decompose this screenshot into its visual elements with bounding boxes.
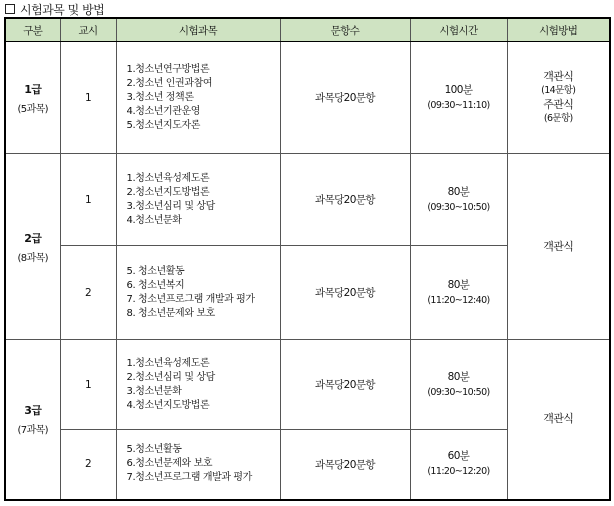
period-cell: 1 — [60, 42, 116, 154]
period-cell: 2 — [60, 430, 116, 500]
grade-cell — [5, 42, 60, 154]
header-questions: 문항수 — [280, 18, 410, 42]
period-cell: 1 — [60, 154, 116, 246]
header-period: 교시 — [60, 18, 116, 42]
table-row — [5, 42, 610, 154]
grade-cell — [5, 340, 60, 500]
subject-item: 4.청소년문화 — [126, 214, 182, 226]
questions-cell: 과목당20문항 — [280, 42, 410, 154]
subject-item: 5.청소년활동 — [126, 444, 182, 456]
subject-item: 1.청소년육성제도론 — [126, 172, 210, 184]
period-cell: 1 — [60, 340, 116, 430]
time-range: (09:30~10:50) — [427, 386, 490, 398]
time-duration: 60분 — [447, 450, 470, 463]
header-time: 시험시간 — [410, 18, 507, 42]
table-row — [5, 340, 610, 430]
time-range: (09:30~11:10) — [427, 99, 490, 111]
subject-item: 4.청소년지도방법론 — [126, 399, 210, 411]
method-line: 주관식 — [543, 97, 574, 111]
grade-cell — [5, 154, 60, 340]
grade-subject-count: (7과목) — [17, 425, 48, 437]
method-line: 객관식 — [543, 239, 574, 253]
time-cell — [410, 430, 507, 500]
subjects-cell — [116, 246, 280, 340]
checkbox-square-icon — [5, 4, 15, 14]
method-line: (14문항) — [541, 84, 576, 96]
subject-item: 7.청소년프로그램 개발과 평가 — [126, 472, 252, 484]
method-cell — [507, 154, 610, 340]
subject-item: 4.청소년기관운영 — [126, 105, 201, 117]
header-category: 구분 — [5, 18, 60, 42]
grade-label: 2급 — [24, 231, 42, 245]
time-cell — [410, 42, 507, 154]
subject-item: 6.청소년문제와 보호 — [126, 458, 213, 470]
time-duration: 80분 — [447, 278, 470, 291]
subject-item: 5. 청소년활동 — [126, 265, 185, 277]
time-cell — [410, 340, 507, 430]
method-line: 객관식 — [543, 69, 574, 83]
period-cell: 2 — [60, 246, 116, 340]
subject-item: 1.청소년연구방법론 — [126, 63, 210, 75]
time-duration: 100분 — [444, 83, 473, 96]
time-cell — [410, 246, 507, 340]
subject-item: 5.청소년지도자론 — [126, 119, 201, 131]
time-range: (11:20~12:40) — [427, 294, 490, 306]
method-cell — [507, 42, 610, 154]
header-row — [5, 18, 610, 42]
subject-item: 8. 청소년문제와 보호 — [126, 307, 215, 319]
questions-cell: 과목당20문항 — [280, 430, 410, 500]
subjects-cell — [116, 430, 280, 500]
subjects-cell — [116, 340, 280, 430]
subject-item: 2.청소년지도방법론 — [126, 186, 210, 198]
table-row — [5, 154, 610, 246]
subject-item: 2.청소년심리 및 상담 — [126, 371, 215, 383]
method-line: 객관식 — [543, 412, 574, 426]
questions-cell: 과목당20문항 — [280, 340, 410, 430]
time-duration: 80분 — [447, 370, 470, 383]
grade-subject-count: (5과목) — [17, 103, 48, 115]
grade-subject-count: (8과목) — [17, 252, 48, 264]
subject-item: 7. 청소년프로그램 개발과 평가 — [126, 293, 255, 305]
subject-item: 3.청소년심리 및 상담 — [126, 200, 215, 212]
time-range: (09:30~10:50) — [427, 201, 490, 213]
subjects-cell — [116, 42, 280, 154]
subject-item: 6. 청소년복지 — [126, 279, 185, 291]
time-cell — [410, 154, 507, 246]
subject-item: 1.청소년육성제도론 — [126, 357, 210, 369]
exam-table — [4, 17, 611, 501]
questions-cell: 과목당20문항 — [280, 154, 410, 246]
subject-item: 2.청소년 인권과참여 — [126, 77, 213, 89]
grade-label: 3급 — [24, 404, 42, 418]
time-range: (11:20~12:20) — [427, 466, 490, 478]
questions-cell: 과목당20문항 — [280, 246, 410, 340]
time-duration: 80분 — [447, 185, 470, 198]
section-title: 시험과목 및 방법 — [20, 2, 105, 17]
section-heading — [4, 1, 104, 17]
subjects-cell — [116, 154, 280, 246]
grade-label: 1급 — [24, 82, 42, 96]
subject-item: 3.청소년문화 — [126, 385, 182, 397]
subject-item: 3.청소년 정책론 — [126, 91, 194, 103]
method-cell — [507, 340, 610, 500]
header-method: 시험방법 — [507, 18, 610, 42]
method-line: (6문항) — [543, 112, 573, 124]
header-subjects: 시험과목 — [116, 18, 280, 42]
